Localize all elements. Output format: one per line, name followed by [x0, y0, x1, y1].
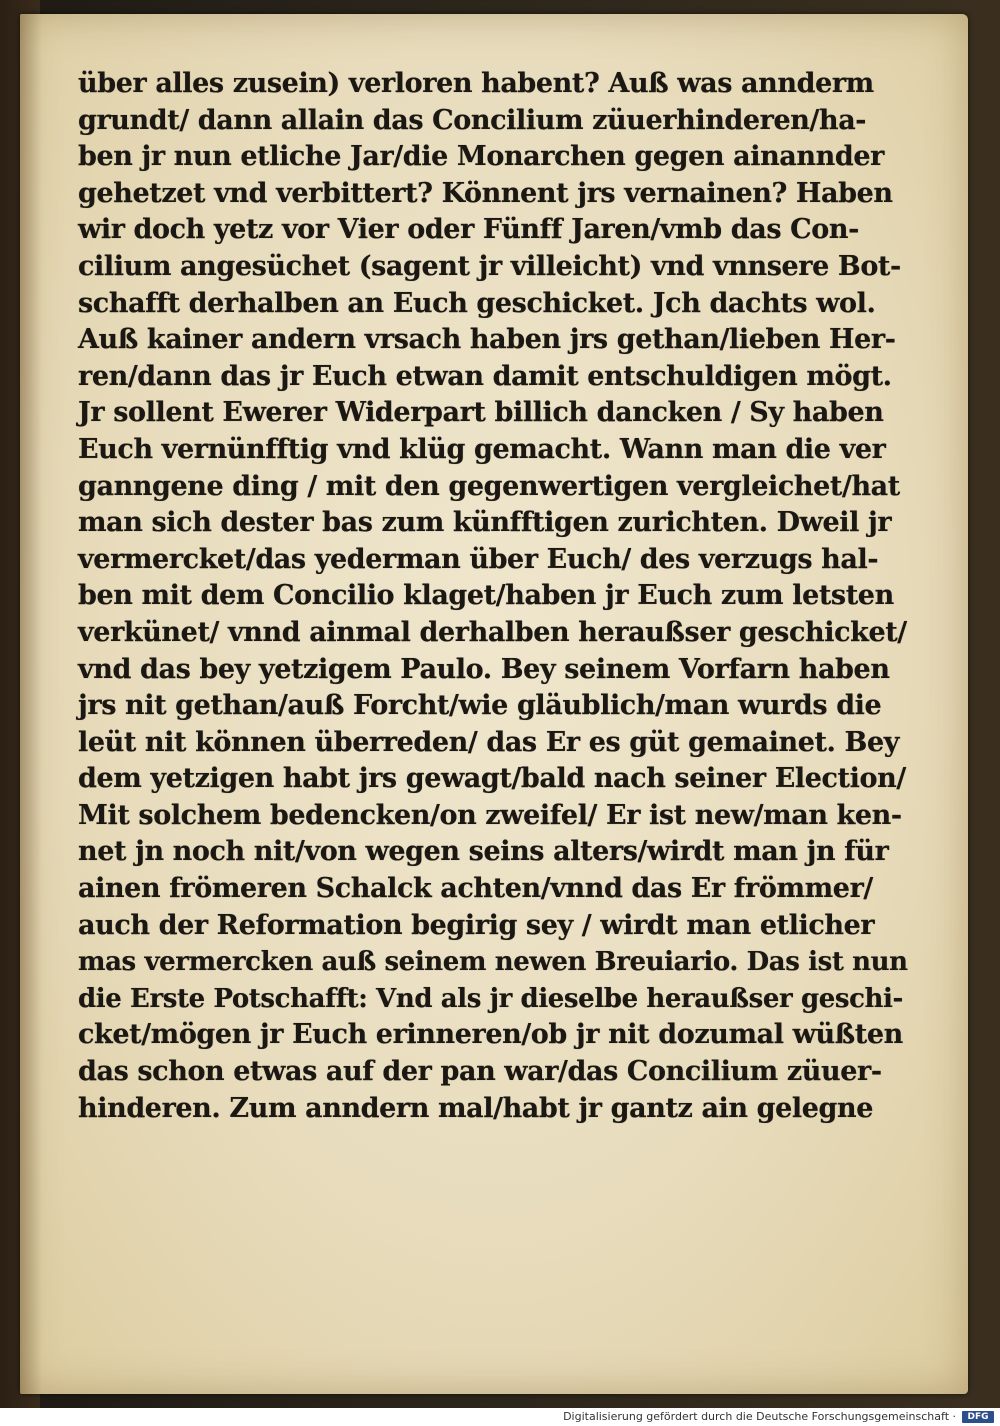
text-line: cilium angesüchet (sagent jr villeicht) vnd vnnsere Bot-: [78, 250, 901, 282]
text-line: auch der Reformation begirig sey / wirdt man etlicher: [78, 909, 875, 941]
text-line: ben mit dem Concilio klaget/haben jr Euch zum letsten: [78, 580, 894, 612]
text-line: jrs nit gethan/auß Forcht/wie gläublich/man wurds die: [78, 690, 882, 722]
text-line: Auß kainer andern vrsach haben jrs gethan/lieben Her-: [78, 324, 896, 356]
text-line: ren/dann das jr Euch etwan damit entschuldigen mögt.: [78, 360, 892, 392]
text-line: vnd das bey yetzigem Paulo. Bey seinem Vorfarn haben: [78, 653, 890, 685]
dfg-logo: DFG: [962, 1411, 994, 1423]
text-line: man sich dester bas zum künfftigen zurichten. Dweil jr: [78, 507, 892, 539]
text-line: mas vermercken auß seinem newen Breuiario. Das ist nun: [78, 947, 908, 978]
text-line: ben jr nun etliche Jar/die Monarchen gegen ainannder: [78, 141, 884, 173]
text-line: verkünet/ vnnd ainmal derhalben heraußser geschicket/: [78, 616, 907, 648]
text-line: dem yetzigen habt jrs gewagt/bald nach seiner Election/: [78, 763, 906, 795]
digitization-footer: [0, 1408, 1000, 1426]
text-line: hinderen. Zum anndern mal/habt jr gantz ain gelegne: [78, 1092, 874, 1124]
text-line: Euch vernünfftig vnd klüg gemacht. Wann man die ver: [78, 433, 886, 465]
text-line: über alles zusein) verloren habent? Auß was annderm: [78, 68, 874, 99]
text-line: ainen frömeren Schalck achten/vnnd das Er frömmer/: [78, 873, 873, 905]
page-text-block: [78, 66, 908, 1127]
text-line: das schon etwas auf der pan war/das Concilium züuer-: [78, 1056, 882, 1088]
text-line: wir doch yetz vor Vier oder Fünff Jaren/vmb das Con-: [78, 214, 859, 246]
text-line: ganngene ding / mit den gegenwertigen vergleichet/hat: [78, 470, 900, 502]
text-line: vermercket/das yederman über Euch/ des verzugs hal-: [78, 543, 879, 575]
text-line: schafft derhalben an Euch geschicket. Jch dachts wol.: [78, 287, 876, 319]
text-line: leüt nit können überreden/ das Er es güt gemainet. Bey: [78, 726, 900, 758]
text-line: Jr sollent Ewerer Widerpart billich dancken / Sy haben: [78, 397, 884, 429]
book-page: [20, 14, 968, 1394]
text-line: die Erste Potschafft: Vnd als jr dieselbe heraußser geschi-: [78, 983, 903, 1014]
text-line: net jn noch nit/von wegen seins alters/wirdt man jn für: [78, 836, 889, 868]
text-line: cket/mögen jr Euch erinneren/ob jr nit dozumal wüßten: [78, 1019, 903, 1051]
digitization-credit: Digitalisierung gefördert durch die Deutsche Forschungsgemeinschaft ·: [563, 1410, 956, 1423]
text-line: gehetzet vnd verbittert? Könnent jrs vernainen? Haben: [78, 177, 893, 209]
text-line: grundt/ dann allain das Concilium züuerhinderen/ha-: [78, 104, 867, 136]
text-line: Mit solchem bedencken/on zweifel/ Er ist new/man ken-: [78, 799, 902, 831]
